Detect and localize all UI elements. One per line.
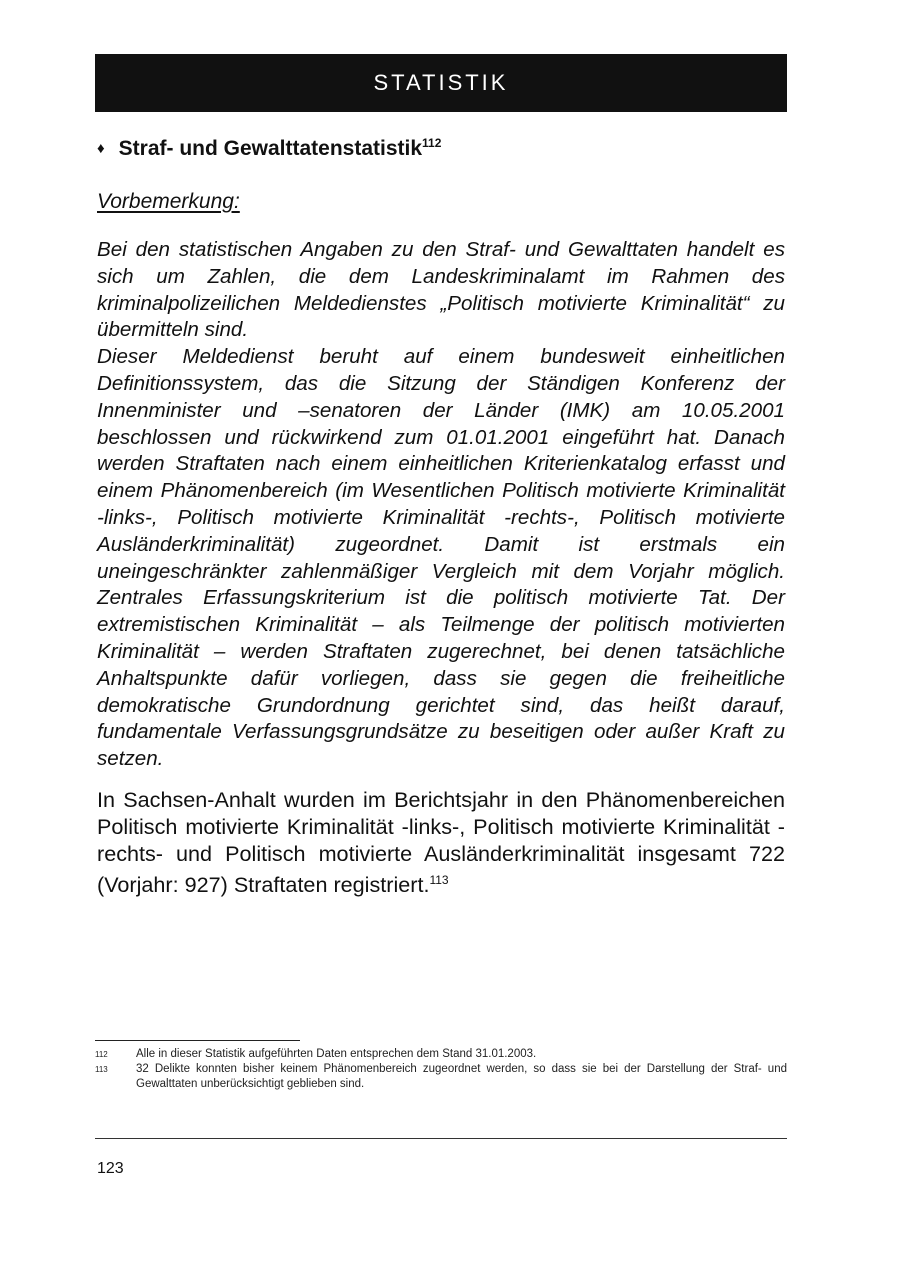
footnote-112	[95, 1047, 787, 1062]
diamond-bullet-icon: ♦	[97, 140, 105, 157]
footnote-number: 113	[95, 1065, 108, 1074]
footnote-text: 32 Delikte konnten bisher keinem Phänomenbereich zugeordnet werden, so dass sie bei der Darstellung der Straf- und Gewalttaten unberücksichtigt geblieben sind.	[136, 1063, 787, 1090]
intro-paragraph-1: Bei den statistischen Angaben zu den Straf- und Gewalttaten handelt es sich um Zahlen, die dem Landeskriminalamt im Rahmen des kriminalpolizeilichen Meldedienstes „Politisch motivierte Kriminalität“ zu übermitteln sind.	[97, 238, 785, 342]
section-banner	[95, 54, 787, 112]
page-footer-divider	[95, 1138, 787, 1139]
summary-paragraph	[97, 787, 785, 899]
summary-text: In Sachsen-Anhalt wurden im Berichtsjahr in den Phänomenbereichen Politisch motivierte Kriminalität -links-, Politisch motivierte Kriminalität -rechts- und Politisch motivierte Ausländerkriminalität insgesamt 722 (Vorjahr: 927) Straftaten registriert.	[97, 787, 785, 898]
heading-footnote-ref[interactable]: 112	[422, 136, 442, 150]
summary-footnote-ref[interactable]: 113	[429, 873, 449, 888]
page-number: 123	[97, 1160, 124, 1177]
heading-text: Straf- und Gewalttatenstatistik	[118, 137, 423, 160]
footnotes	[95, 1047, 787, 1092]
intro-text	[97, 237, 785, 773]
footnote-113	[95, 1062, 787, 1092]
footnote-divider	[95, 1040, 300, 1041]
section-heading	[97, 136, 441, 161]
vorbemerkung-label: Vorbemerkung:	[97, 190, 240, 213]
footnote-number: 112	[95, 1050, 108, 1059]
footnote-text: Alle in dieser Statistik aufgeführten Daten entsprechen dem Stand 31.01.2003.	[136, 1048, 537, 1060]
banner-title: STATISTIK	[373, 70, 509, 95]
intro-paragraph-2: Dieser Meldedienst beruht auf einem bundesweit einheitlichen Definitionssystem, das die Sitzung der Ständigen Konferenz der Innenminister und –senatoren der Länder (IMK) am 10.05.2001 beschlossen und rückwirkend zum 01.01.2001 eingeführt hat. Danach werden Straftaten nach einem einheitlichen Kriterienkatalog erfasst und einem Phänomenbereich (im Wesentlichen Politisch motivierte Kriminalität -links-, Politisch motivierte Kriminalität -rechts-, Politisch motivierte Ausländerkriminalität) zugeordnet. Damit ist erstmals ein uneingeschränkter zahlenmäßiger Vergleich mit dem Vorjahr möglich. Zentrales Erfassungskriterium ist die politisch motivierte Tat. Der extremistischen Kriminalität – als Teilmenge der politisch motivierten Kriminalität – werden Straftaten zugerechnet, bei denen tatsächliche Anhaltspunkte dafür vorliegen, dass sie gegen die freiheitliche demokratische Grundordnung gerichtet sind, das heißt darauf, fundamentale Verfassungsgrundsätze zu beseitigen oder außer Kraft zu setzen.	[97, 345, 785, 771]
